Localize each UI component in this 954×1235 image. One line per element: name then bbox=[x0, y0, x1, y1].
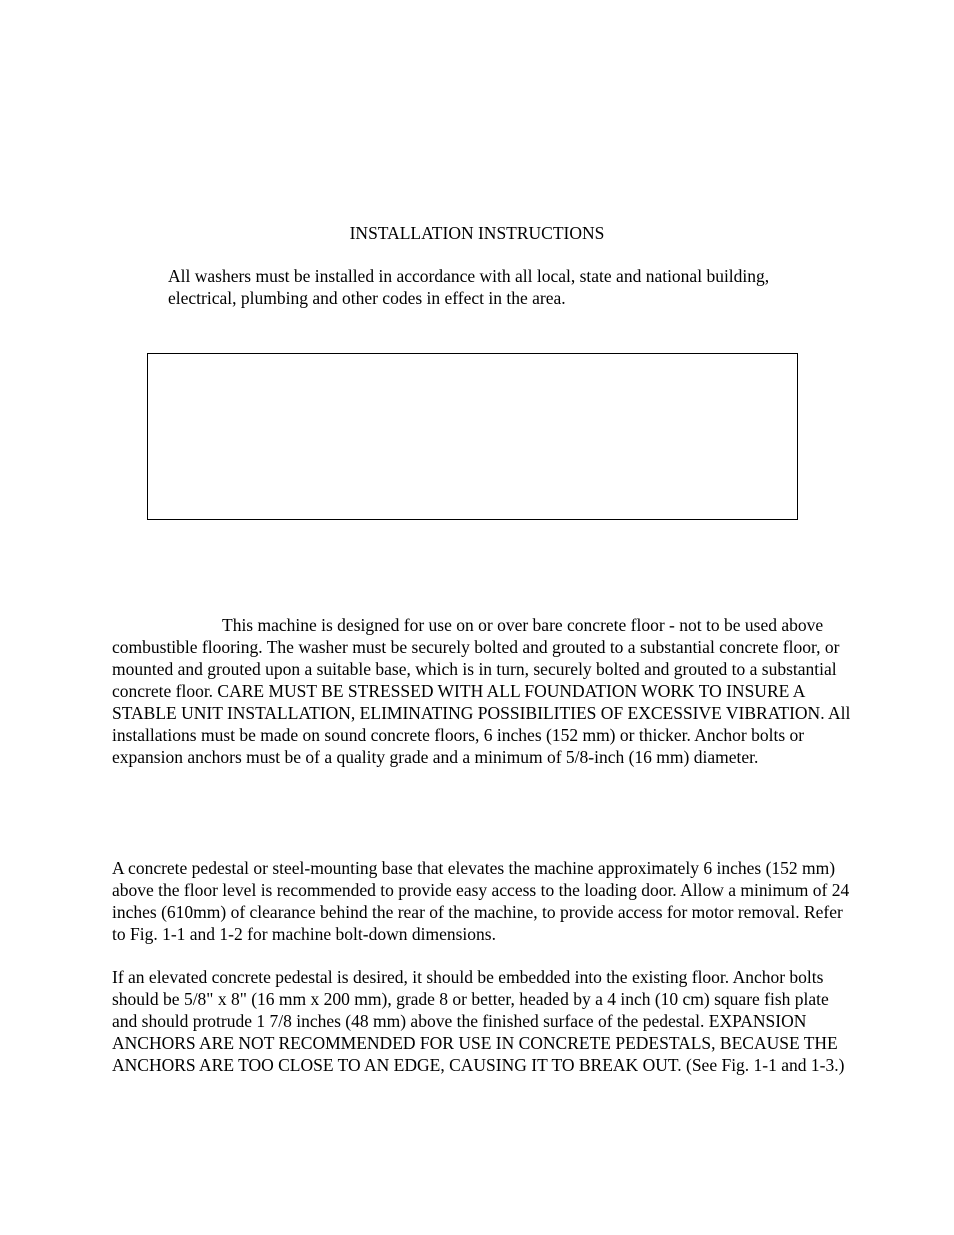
intro-paragraph: All washers must be installed in accordance with all local, state and national building, electrical, plumbing and other codes in effect in the area. bbox=[168, 266, 770, 308]
pedestal-paragraph: A concrete pedestal or steel-mounting base that elevates the machine approximately 6 inches (152 mm) above the floor level is recommended to provide easy access to the loading door. Allow a minimum of 24 inches (610mm) of clearance behind the rear of the machine, to provide access for motor removal. Refer to Fig. 1-1 and 1-2 for machine bolt-down dimensions. bbox=[112, 858, 850, 944]
foundation-paragraph: This machine is designed for use on or over bare concrete floor - not to be used above combustible flooring. The washer must be securely bolted and grouted to a substantial concrete floor, or mounted and grouted upon a suitable base, which is in turn, securely bolted and grouted to a substantial concrete floor. CARE MUST BE STRESSED WITH ALL FOUNDATION WORK TO INSURE A STABLE UNIT INSTALLATION, ELIMINATING POSSIBILITIES OF EXCESSIVE VIBRATION. All installations must be made on sound concrete floors, 6 inches (152 mm) or thicker. Anchor bolts or expansion anchors must be of a quality grade and a minimum of 5/8-inch (16 mm) diameter. bbox=[112, 615, 851, 767]
notice-box bbox=[147, 353, 798, 520]
page-title: INSTALLATION INSTRUCTIONS bbox=[349, 223, 605, 243]
anchor-bolts-paragraph: If an elevated concrete pedestal is desired, it should be embedded into the existing floor. Anchor bolts should be 5/8" x 8" (16 mm x 200 mm), grade 8 or better, headed by a 4 inch (10 cm) square fish plate and should protrude 1 7/8 inches (48 mm) above the finished surface of the pedestal. EXPANSION ANCHORS ARE NOT RECOMMENDED FOR USE IN CONCRETE PEDESTALS, BECAUSE THE ANCHORS ARE TOO CLOSE TO AN EDGE, CAUSING IT TO BREAK OUT. (See Fig. 1-1 and 1-3.) bbox=[112, 967, 845, 1075]
